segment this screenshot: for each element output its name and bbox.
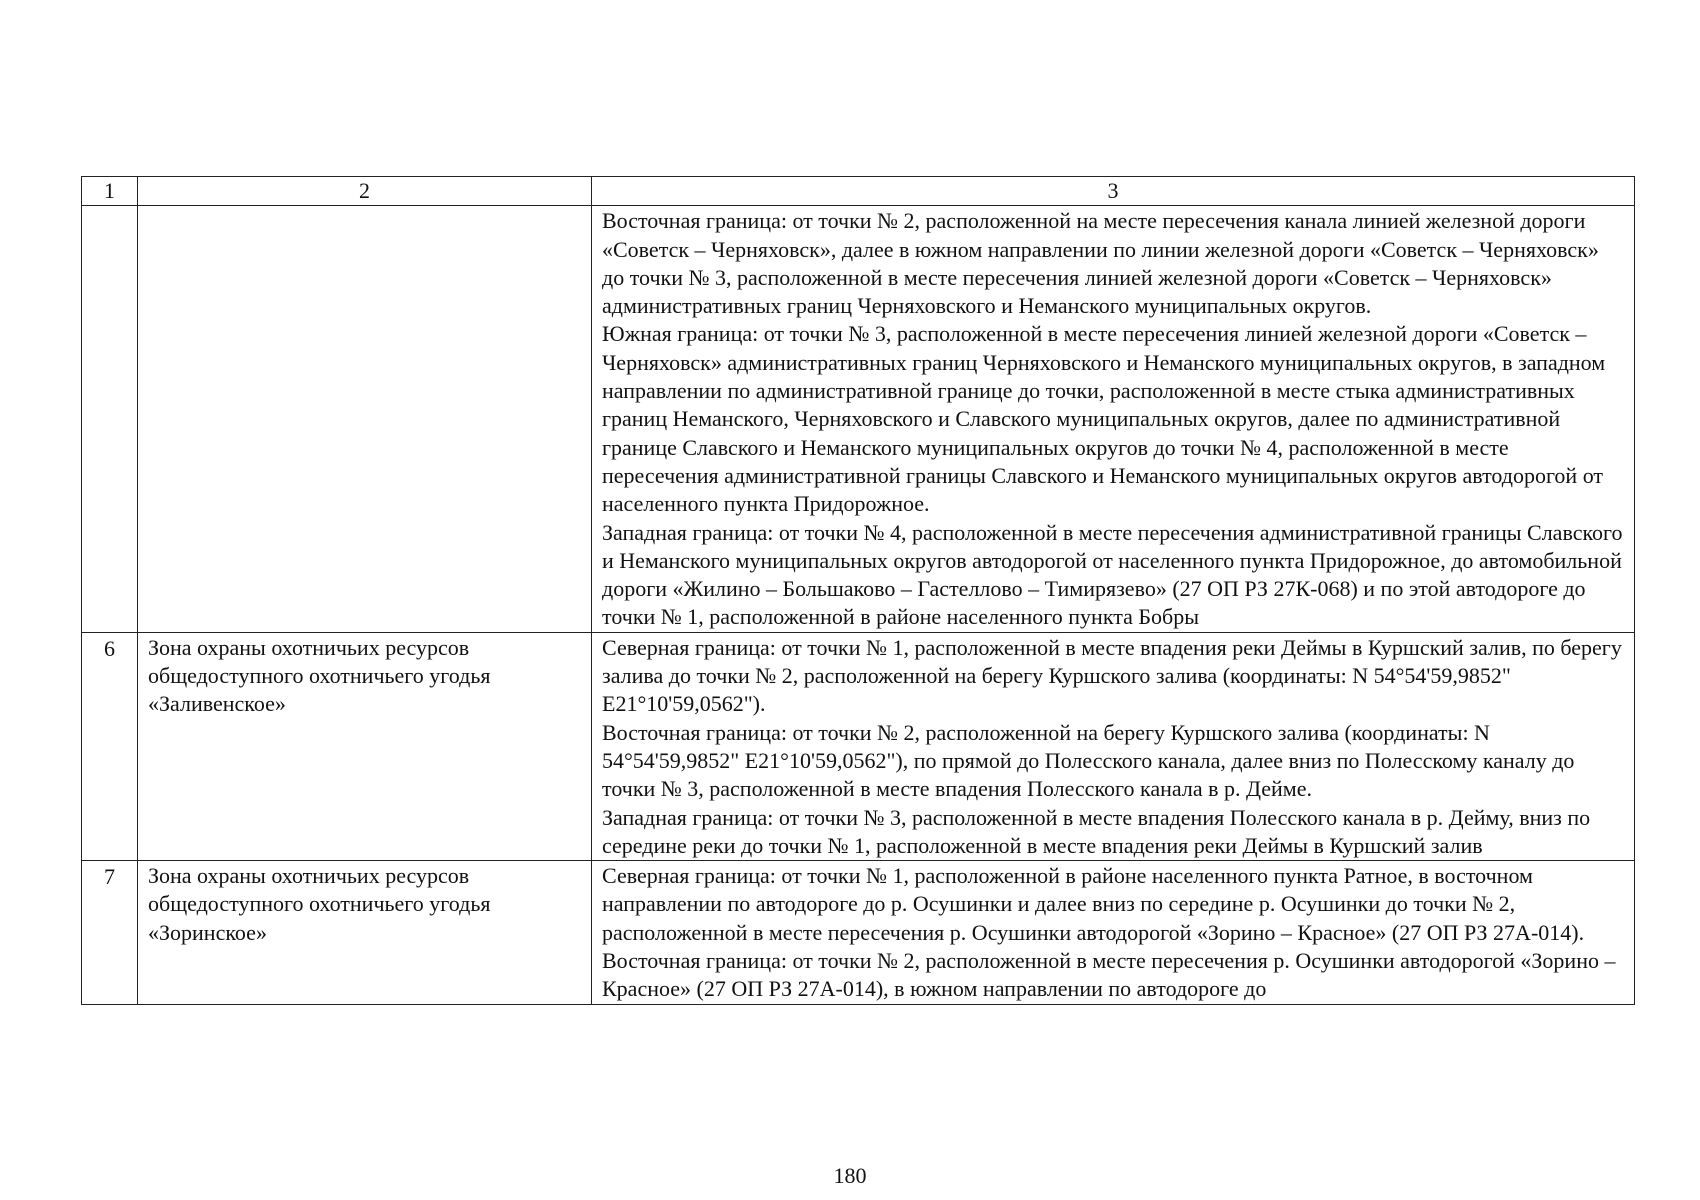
boundary-paragraph: Восточная граница: от точки № 2, расположенной на месте пересечения канала линией железной дороги «Советск – Черняховск», далее в южном направлении по линии железной дороги «Советск – Черняховск» до точки № 3, расположенной в месте пересечения линией железной дороги «Советск – Черняховск» административных границ Черняховского и Неманского муниципальных округов. <box>602 208 1599 319</box>
boundary-paragraph: Северная граница: от точки № 1, расположенной в месте впадения реки Деймы в Куршский залив, по берегу залива до точки № 2, расположенной на берегу Куршского залива (координаты: N 54°54'59,9852" E21°10'59,0562"). <box>602 634 1622 717</box>
boundary-paragraph: Южная граница: от точки № 3, расположенной в месте пересечения линией железной дороги «Советск – Черняховск» административных границ Черняховского и Неманского муниципальных округов, в западном направлении по административной границе до точки, расположенной в месте стыка административных границ Неманского, Черняховского и Славского муниципальных округов, далее по административной границе Славского и Неманского муниципальных округов до точки № 4, расположенной в месте пересечения административной границы Славского и Неманского муниципальных округов автодорогой от населенного пункта Придорожное. <box>602 321 1606 517</box>
table-row <box>82 861 1635 1004</box>
boundary-description <box>592 632 1635 860</box>
zone-name: Зона охраны охотничьих ресурсов общедоступного охотничьего угодья «Заливенское» <box>138 632 592 860</box>
column-header: 1 <box>82 177 138 206</box>
row-number: 6 <box>82 632 138 860</box>
boundary-description <box>592 861 1635 1004</box>
column-header: 2 <box>138 177 592 206</box>
page-number: 180 <box>833 1163 867 1188</box>
table-row <box>82 206 1635 632</box>
boundary-paragraph: Западная граница: от точки № 3, расположенной в месте впадения Полесского канала в р. Дейму, вниз по середине реки до точки № 1, расположенной в месте впадения реки Деймы в Куршский залив <box>602 804 1591 858</box>
row-number: 7 <box>82 861 138 1004</box>
boundary-paragraph: Восточная граница: от точки № 2, расположенной на берегу Куршского залива (координаты: N 54°54'59,9852" E21°10'59,0562"), по прямой до Полесского канала, далее вниз по Полесскому каналу до точки № 3, расположенной в месте впадения Полесского канала в р. Дейме. <box>602 719 1575 802</box>
boundary-paragraph: Западная граница: от точки № 4, расположенной в месте пересечения административной границы Славского и Неманского муниципальных округов автодорогой от населенного пункта Придорожное, до автомобильной дороги «Жилино – Большаково – Гастеллово – Тимирязево» (27 ОП РЗ 27К-068) и по этой автодороге до точки № 1, расположенной в районе населенного пункта Бобры <box>602 519 1623 630</box>
boundaries-table <box>81 176 1635 1005</box>
boundary-description <box>592 206 1635 632</box>
boundary-paragraph: Северная граница: от точки № 1, расположенной в районе населенного пункта Ратное, в восточном направлении по автодороге до р. Осушинки и далее вниз по середине р. Осушинки до точки № 2, расположенной в месте пересечения р. Осушинки автодорогой «Зорино – Красное» (27 ОП РЗ 27А-014). <box>602 863 1585 945</box>
table-row <box>82 632 1635 860</box>
row-number <box>82 206 138 632</box>
column-header: 3 <box>592 177 1635 206</box>
zone-name <box>138 206 592 632</box>
table-header-row <box>82 177 1635 206</box>
zone-name: Зона охраны охотничьих ресурсов общедоступного охотничьего угодья «Зоринское» <box>138 861 592 1004</box>
boundary-paragraph: Восточная граница: от точки № 2, расположенной в месте пересечения р. Осушинки автодорогой «Зорино – Красное» (27 ОП РЗ 27А-014), в южном направлении по автодороге до <box>602 948 1616 1002</box>
